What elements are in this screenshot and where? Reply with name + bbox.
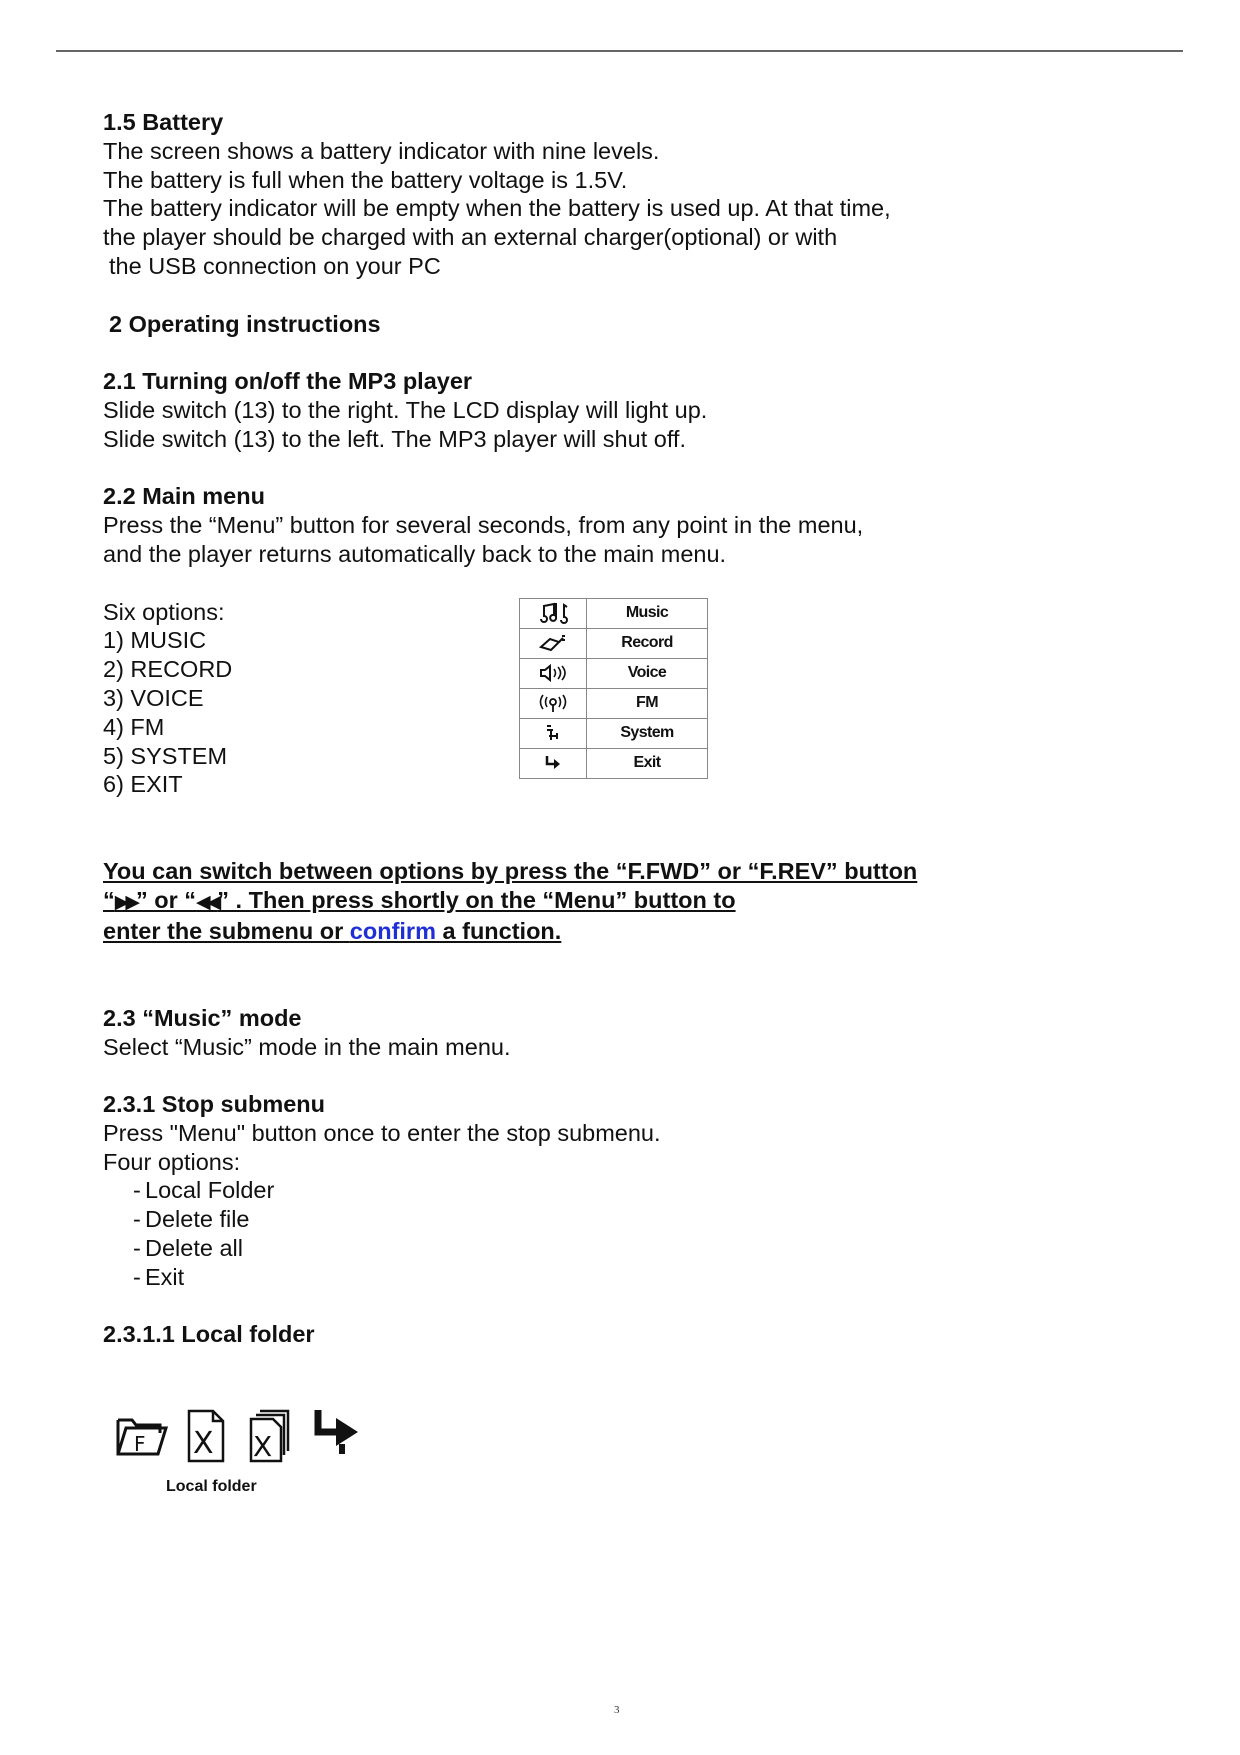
note-text: enter the submenu or — [103, 918, 350, 945]
note-text: ” . Then press shortly on the “Menu” button to — [217, 886, 736, 913]
list-item: - Delete file — [133, 1206, 250, 1233]
delete-file-icon — [186, 1408, 226, 1469]
list-item-label: Delete all — [145, 1235, 243, 1262]
menu-label-record: Record — [587, 628, 708, 658]
menu-label-fm: FM — [587, 688, 708, 718]
main-menu-line: and the player returns automatically back to the main menu. — [103, 540, 727, 567]
note-text: “ — [103, 886, 115, 913]
option-item: 5) SYSTEM — [103, 742, 228, 769]
top-rule — [56, 50, 1183, 52]
option-item: 3) VOICE — [103, 684, 204, 711]
exit-arrow-icon — [312, 1408, 368, 1465]
menu-row — [520, 688, 708, 718]
menu-label-voice: Voice — [587, 658, 708, 688]
fast-forward-icon: ▶▶ — [114, 891, 136, 913]
list-item-label: Delete file — [145, 1206, 250, 1233]
fast-rewind-icon: ◀◀ — [196, 891, 218, 913]
menu-row — [520, 748, 708, 778]
list-item: - Delete all — [133, 1235, 243, 1262]
local-folder-heading: 2.3.1.1 Local folder — [103, 1321, 315, 1348]
note-text: ” or “ — [135, 886, 197, 913]
battery-line: The screen shows a battery indicator with nine levels. — [103, 137, 660, 164]
battery-line: The battery indicator will be empty when the battery is used up. At that time, — [103, 195, 891, 222]
system-icon — [520, 718, 587, 748]
delete-all-letter: X — [253, 1430, 273, 1463]
note-line-1: You can switch between options by press the “F.FWD” or “F.REV” button — [103, 857, 918, 884]
folder-icon — [114, 1408, 170, 1465]
music-notes-icon — [520, 598, 587, 628]
folder-letter: F — [134, 1432, 146, 1456]
stop-submenu-line: Press "Menu" button once to enter the stop submenu. — [103, 1119, 661, 1146]
list-item: - Local Folder — [133, 1177, 275, 1204]
local-folder-caption: Local folder — [166, 1478, 257, 1495]
menu-row — [520, 598, 708, 628]
menu-label-system: System — [587, 718, 708, 748]
list-item-label: Local Folder — [145, 1177, 275, 1204]
main-menu-heading: 2.2 Main menu — [103, 483, 265, 510]
note-text: a function. — [435, 918, 562, 945]
stop-submenu-heading: 2.3.1 Stop submenu — [103, 1091, 325, 1118]
delete-file-letter: X — [193, 1426, 214, 1461]
menu-row — [520, 718, 708, 748]
six-options-block — [103, 598, 1183, 800]
menu-row — [520, 658, 708, 688]
battery-heading: 1.5 Battery — [103, 109, 224, 135]
option-item: 2) RECORD — [103, 656, 233, 683]
music-mode-line: Select “Music” mode in the main menu. — [103, 1033, 511, 1060]
battery-line: the USB connection on your PC — [109, 252, 441, 279]
confirm-link[interactable]: confirm — [349, 918, 436, 945]
battery-line: The battery is full when the battery voltage is 1.5V. — [103, 166, 628, 193]
list-item: - Exit — [133, 1263, 185, 1290]
menu-label-music: Music — [587, 598, 708, 628]
exit-arrow-icon — [520, 748, 587, 778]
option-item: 1) MUSIC — [103, 627, 207, 654]
option-item: 4) FM — [103, 713, 165, 740]
speaker-icon — [520, 658, 587, 688]
main-menu-table — [519, 598, 708, 779]
option-item: 6) EXIT — [103, 771, 183, 798]
document-body — [103, 108, 1183, 1349]
delete-all-icon — [248, 1408, 294, 1469]
radio-wave-icon — [520, 688, 587, 718]
record-icon — [520, 628, 587, 658]
list-item-label: Exit — [145, 1263, 185, 1290]
menu-row — [520, 628, 708, 658]
menu-label-exit: Exit — [587, 748, 708, 778]
switch-options-note — [103, 857, 1183, 886]
turning-heading: 2.1 Turning on/off the MP3 player — [103, 368, 473, 395]
battery-line: the player should be charged with an external charger(optional) or with — [103, 224, 838, 251]
operating-heading: 2 Operating instructions — [109, 310, 381, 337]
turning-line: Slide switch (13) to the left. The MP3 player will shut off. — [103, 425, 686, 452]
music-mode-heading: 2.3 “Music” mode — [103, 1004, 302, 1031]
main-menu-line: Press the “Menu” button for several seconds, from any point in the menu, — [103, 512, 864, 539]
turning-line: Slide switch (13) to the right. The LCD display will light up. — [103, 396, 708, 423]
switch-options-note-3 — [103, 917, 1183, 946]
options-title: Six options: — [103, 598, 225, 625]
switch-options-note-2 — [103, 886, 1183, 918]
page-number: 3 — [614, 1704, 620, 1716]
stop-submenu-line: Four options: — [103, 1148, 241, 1175]
